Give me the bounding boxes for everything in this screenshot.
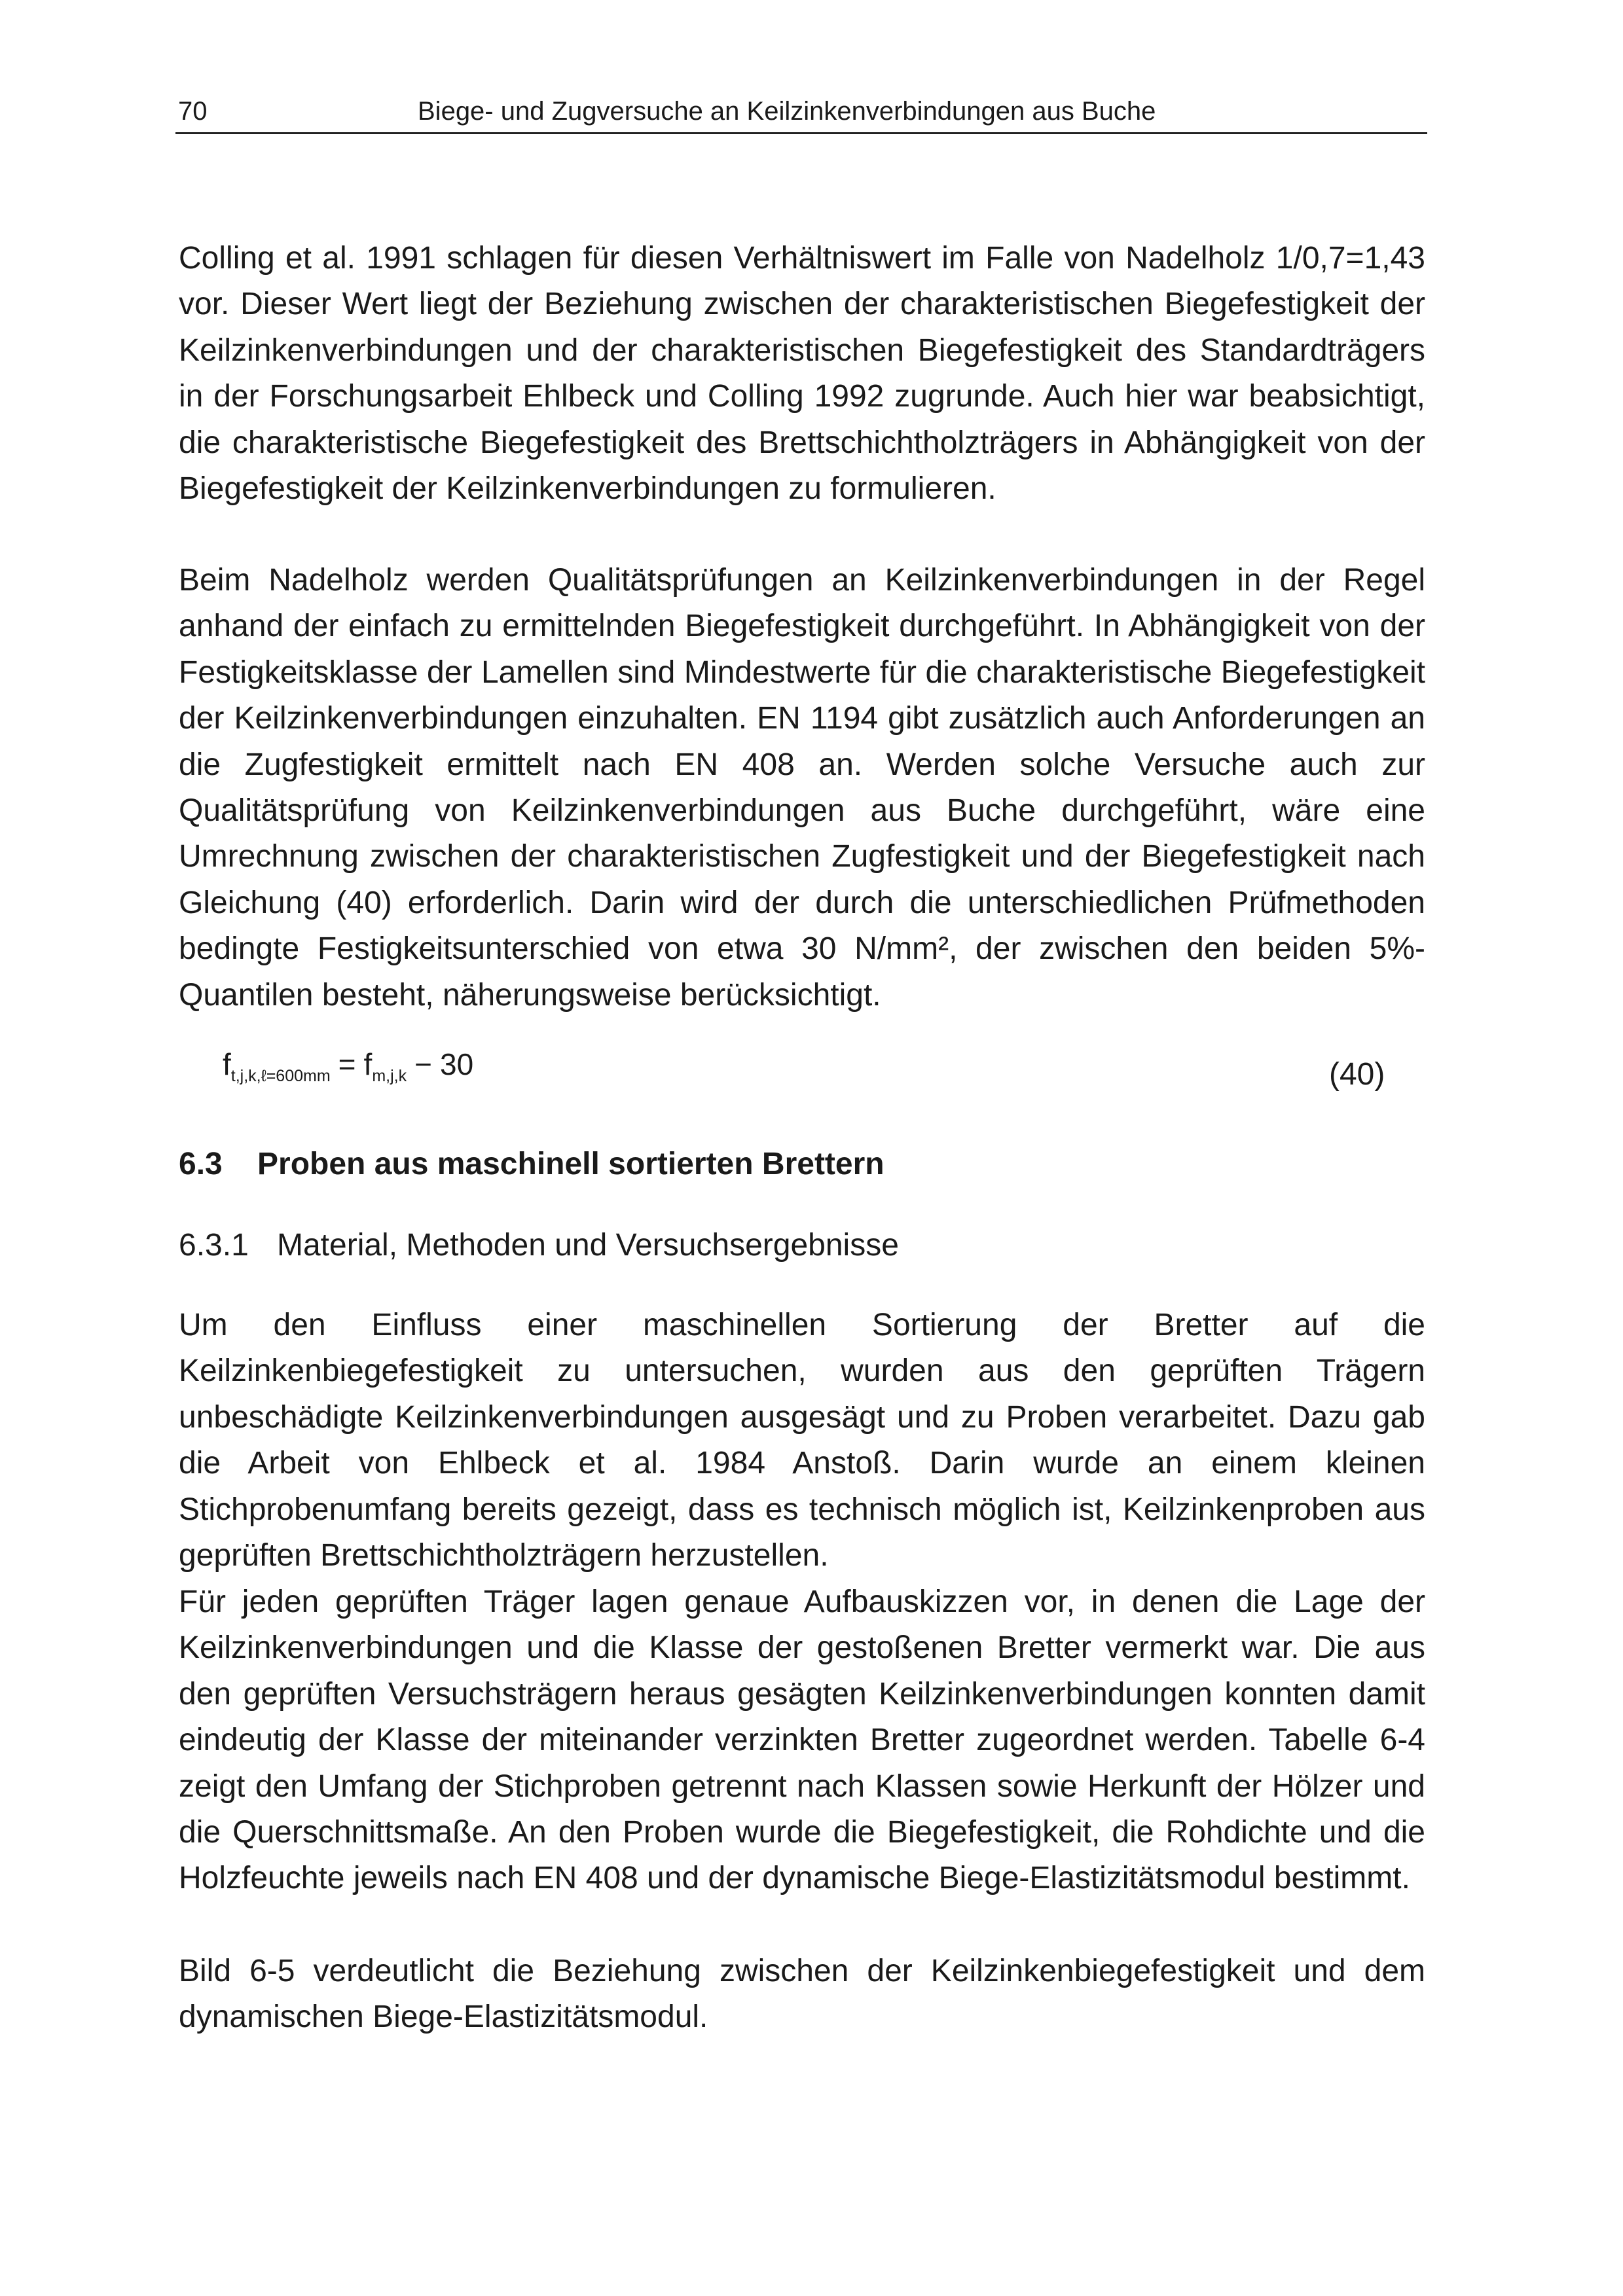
running-title: Biege- und Zugversuche an Keilzinkenverbindungen aus Buche (418, 97, 1156, 126)
equation-constant: 30 (439, 1047, 474, 1081)
equation-40 (223, 1045, 473, 1096)
equation-number: (40) (1329, 1057, 1385, 1092)
section-title: Proben aus maschinell sortierten Brettern (257, 1147, 884, 1181)
equation-equals: = (338, 1047, 356, 1081)
paragraph-nadelholz: Beim Nadelholz werden Qualitätsprüfungen an Keilzinkenverbindungen in der Regel anhand der einfach zu ermittelnden Biegefestigkeit durchgeführt. In Abhängigkeit von der Festigkeitsklasse der Lamellen sind Mindestwerte für die charakteristische Biegefestigkeit der Keilzinkenverbindungen einzuhalten. EN 1194 gibt zusätzlich auch Anforderungen an die Zugfestigkeit ermittelt nach EN 408 an. Werden solche Versuche auch zur Qualitätsprüfung von Keilzinkenverbindungen aus Buche durchgeführt, wäre eine Umrechnung zwischen der charakteristischen Zugfestigkeit und der Biegefestigkeit nach Gleichung (40) erforderlich. Darin wird der durch die unterschiedlichen Prüfmethoden bedingte Festigkeitsunterschied von etwa 30 N/mm², der zwischen den beiden 5%-Quantilen besteht, näherungsweise berücksichtigt. (179, 563, 1425, 1013)
equation-rhs-symbol: f (363, 1047, 373, 1081)
paragraph-einfluss-sortierung: Um den Einfluss einer maschinellen Sortierung der Bretter auf die Keilzinkenbiegefestigkeit zu untersuchen, wurden aus den geprüften Trägern unbeschädigte Keilzinkenverbindungen ausgesägt und zu Proben verarbeitet. Dazu gab die Arbeit von Ehlbeck et al. 1984 Anstoß. Darin wurde an einem kleinen Stichprobenumfang bereits gezeigt, dass es technisch möglich ist, Keilzinkenproben aus geprüften Brettschichtholzträgern herzustellen. (179, 1308, 1425, 1573)
equation-lhs-subscript: t,j,k,ℓ=600mm (230, 1067, 331, 1085)
paragraph-colling: Colling et al. 1991 schlagen für diesen Verhältniswert im Falle von Nadelholz 1/0,7=1,43 vor. Dieser Wert liegt der Beziehung zwischen der charakteristischen Biegefestigkeit der Keilzinkenverbindungen und der charakteristischen Biegefestigkeit des Standardträgers in der Forschungsarbeit Ehlbeck und Colling 1992 zugrunde. Auch hier war beabsichtigt, die charakteristische Biegefestigkeit des Brettschichtholzträgers in Abhängigkeit von der Biegefestigkeit der Keilzinkenverbindungen zu formulieren. (179, 241, 1425, 507)
paragraph-aufbauskizzen: Für jeden geprüften Träger lagen genaue Aufbauskizzen vor, in denen die Lage der Keilzinkenverbindungen und die Klasse der gestoßenen Bretter vermerkt war. Die aus den geprüften Versuchsträgern heraus gesägten Keilzinkenverbindungen konnten damit eindeutig der Klasse der miteinander verzinkten Bretter zugeordnet werden. Tabelle 6-4 zeigt den Umfang der Stichproben getrennt nach Klassen sowie Herkunft der Hölzer und die Querschnittsmaße. An den Proben wurde die Biegefestigkeit, die Rohdichte und die Holzfeuchte jeweils nach EN 408 und der dynamische Biege-Elastizitätsmodul bestimmt. (179, 1585, 1425, 1896)
section-heading (179, 1141, 884, 1187)
subsection-title: Material, Methoden und Versuchsergebnisse (277, 1228, 899, 1263)
page-header (175, 96, 1427, 134)
equation-lhs-symbol: f (223, 1047, 231, 1081)
section-number: 6.3 (179, 1147, 223, 1181)
paragraph-bild-6-5: Bild 6-5 verdeutlicht die Beziehung zwischen der Keilzinkenbiegefestigkeit und dem dynamischen Biege-Elastizitätsmodul. (179, 1954, 1425, 2035)
equation-minus: − (414, 1047, 432, 1081)
subsection-number: 6.3.1 (179, 1228, 249, 1263)
subsection-heading (179, 1223, 899, 1268)
page-number: 70 (178, 97, 208, 126)
equation-rhs-subscript: m,j,k (372, 1067, 407, 1085)
